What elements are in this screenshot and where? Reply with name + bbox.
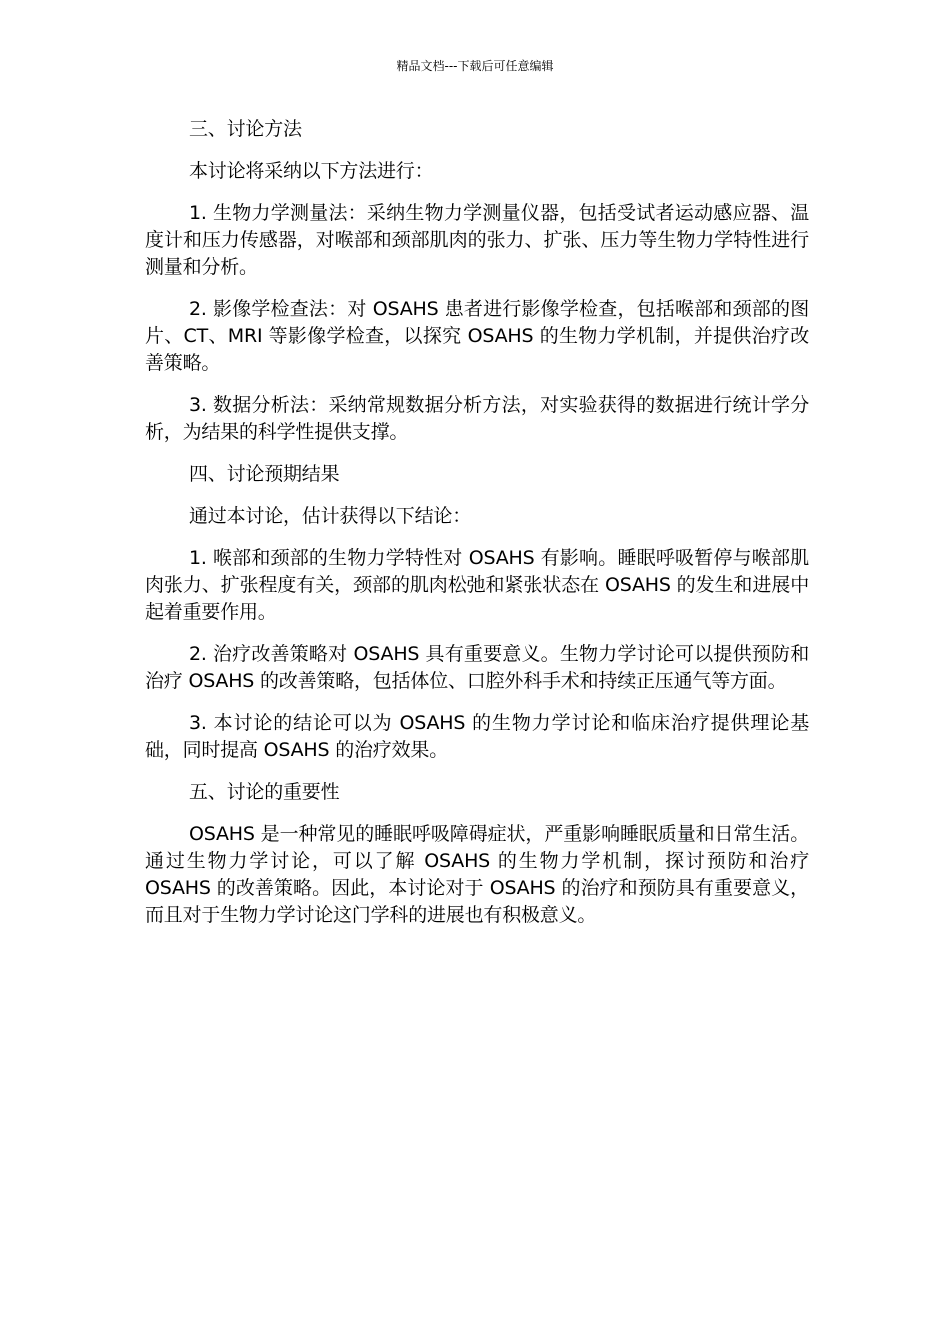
page-header: 精品文档---下载后可任意编辑: [396, 59, 554, 73]
section-heading-significance: 五、讨论的重要性: [189, 781, 340, 803]
methods-intro: 本讨论将采纳以下方法进行：: [189, 160, 434, 182]
result-item-2: 2. 治疗改善策略对 OSAHS 具有重要意义。生物力学讨论可以提供预防和治疗 OSAHS 的改善策略，包括体位、口腔外科手术和持续正压通气等方面。: [145, 643, 809, 692]
result-item-1: 1. 喉部和颈部的生物力学特性对 OSAHS 有影响。睡眠呼吸暂停与喉部肌肉张力、扩张程度有关，颈部的肌肉松弛和紧张状态在 OSAHS 的发生和进展中起着重要作用。: [145, 547, 809, 623]
method-item-3: 3. 数据分析法：采纳常规数据分析方法，对实验获得的数据进行统计学分析，为结果的科学性提供支撑。: [145, 394, 809, 443]
result-item-3: 3. 本讨论的结论可以为 OSAHS 的生物力学讨论和临床治疗提供理论基础，同时提高 OSAHS 的治疗效果。: [145, 712, 809, 761]
method-item-2: 2. 影像学检查法：对 OSAHS 患者进行影像学检查，包括喉部和颈部的图片、CT、MRI 等影像学检查，以探究 OSAHS 的生物力学机制，并提供治疗改善策略。: [145, 298, 809, 374]
results-intro: 通过本讨论，估计获得以下结论：: [189, 505, 472, 527]
section-heading-methods: 三、讨论方法: [189, 118, 302, 140]
section-heading-expected-results: 四、讨论预期结果: [189, 463, 340, 485]
document-body: [145, 116, 809, 944]
significance-paragraph: OSAHS 是一种常见的睡眠呼吸障碍症状，严重影响睡眠质量和日常生活。通过生物力学讨论，可以了解 OSAHS 的生物力学机制，探讨预防和治疗 OSAHS 的改善策略。因此，本讨论对于 OSAHS 的治疗和预防具有重要意义，而且对于生物力学讨论这门学科的进展也有积极意义。: [145, 823, 809, 926]
method-item-1: 1. 生物力学测量法：采纳生物力学测量仪器，包括受试者运动感应器、温度计和压力传感器，对喉部和颈部肌肉的张力、扩张、压力等生物力学特性进行测量和分析。: [145, 202, 809, 278]
